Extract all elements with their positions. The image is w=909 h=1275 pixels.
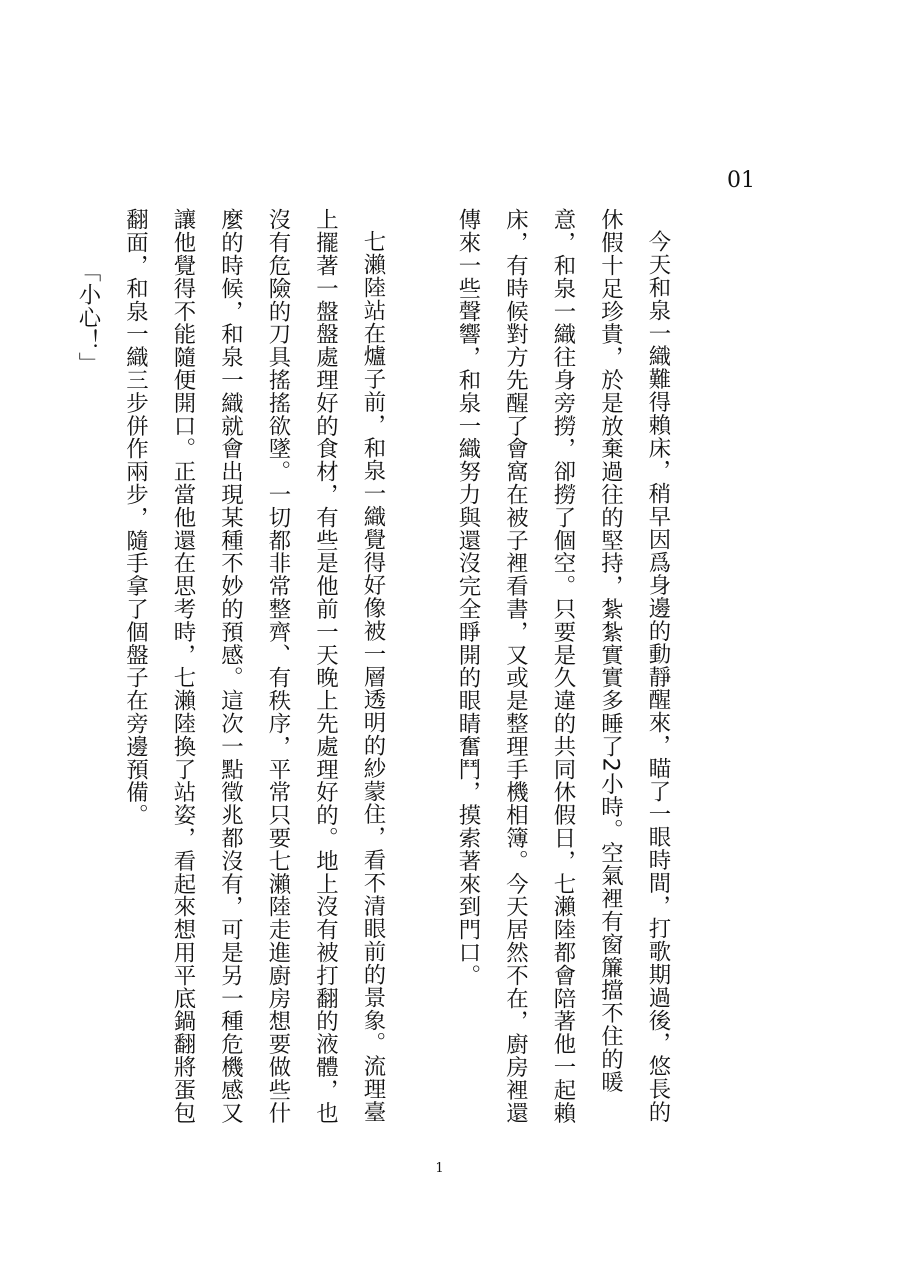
- dialogue-line: 「小心！」: [75, 260, 101, 375]
- paragraph-1: 今天和泉一織難得賴床，稍早因爲身邊的動靜醒來，瞄了一眼時間，打歌期過後，悠長的休假十足珍貴，於是放棄過往的堅持，紮紮實實多睡了2小時。空氣裡有窗簾擋不住的暖意，和泉一織往身旁撈，卻撈了個空。只要是久違的共同休假日，七瀨陸都會陪著他一起賴床，有時候對方先醒了會窩在被子裡看書，又或是整理手機相簿。今天居然不在，廚房裡還傳來一些聲響，和泉一織努力與還沒完全睜開的眼睛奮鬥，摸索著來到門口。: [455, 208, 671, 1124]
- paragraph-spacer: [396, 208, 444, 1128]
- page-number: 1: [435, 1161, 444, 1176]
- vertical-text-body: [64, 208, 682, 1128]
- paragraph-2: 七瀨陸站在爐子前，和泉一織覺得好像被一層透明的紗蒙住，看不清眼前的景象。流理臺上擺著一盤盤處理好的食材，有些是他前一天晚上先處理好的。地上沒有被打翻的液體，也沒有危險的刀具搖搖欲墜。一切都非常整齊、有秩序，平常只要七瀨陸走進廚房想要做些什麼的時候，和泉一織就會出現某種不妙的預感。這次一點徵兆都沒有，可是另一種危機感又讓他覺得不能隨便開口。正當他還在思考時，七瀨陸換了站姿，看起來想用平底鍋翻將蛋包翻面，和泉一織三步併作兩步，隨手拿了個盤子在旁邊預備。: [122, 208, 386, 1124]
- chapter-number: 01: [727, 168, 755, 193]
